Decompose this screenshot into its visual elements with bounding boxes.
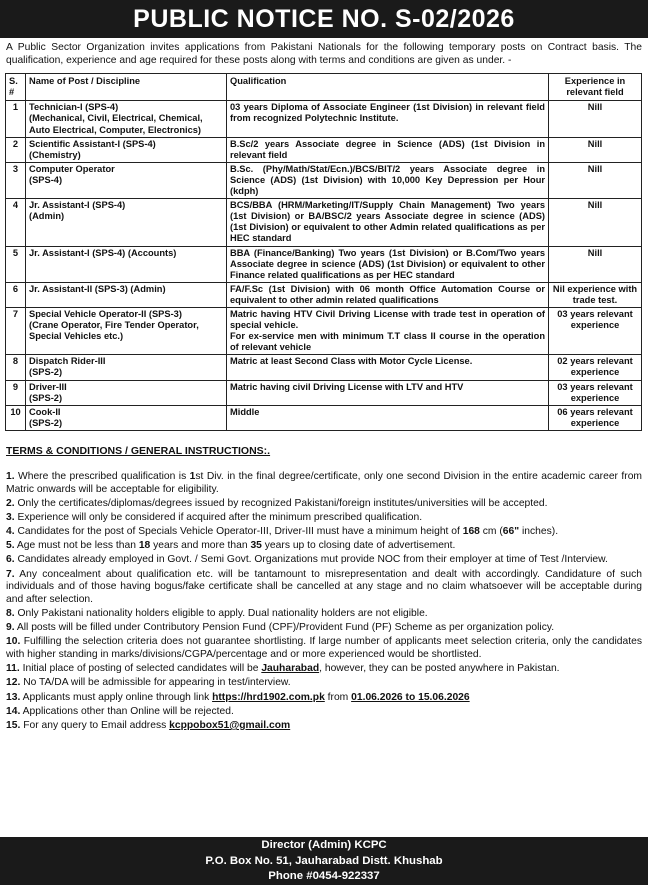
qualification-text-extra: For ex-service men with minimum T.T class II course in the operation of relevant vehicle <box>230 331 545 353</box>
terms-heading: TERMS & CONDITIONS / GENERAL INSTRUCTIONS:. <box>6 444 271 457</box>
term-item <box>6 692 642 705</box>
term-number: 8. <box>6 608 15 619</box>
term-number: 4. <box>6 526 15 538</box>
post-line: (Crane Operator, Fire Tender Operator, <box>29 320 199 331</box>
row-sno: 1 <box>6 101 26 137</box>
term-text: Initial place of posting of selected candidates will be <box>19 663 262 675</box>
row-post <box>26 380 227 405</box>
header-qualification: Qualification <box>227 74 549 101</box>
row-post <box>26 199 227 246</box>
term-number: 2. <box>6 497 15 509</box>
footer-phone: Phone #0454-922337 <box>268 870 380 882</box>
table-row <box>6 282 642 307</box>
term-text: Fulfilling the selection criteria does not guarantee shortlisting. If large number of applicants meet selection criteria, only the candidates with higher standing in marks/divisions/CGPA/percentage and or more experienced would be shortlisted. <box>6 636 642 660</box>
header-post: Name of Post / Discipline <box>26 74 227 101</box>
post-line: Special Vehicle Operator-II (SPS-3) <box>29 308 182 319</box>
term-item <box>6 512 642 525</box>
term-item <box>6 663 642 676</box>
term-number: 11. <box>6 663 20 675</box>
term-text: years up to closing date of advertisement. <box>261 540 456 552</box>
post-line: Cook-II <box>29 406 61 417</box>
table-row <box>6 101 642 137</box>
post-line: Special Vehicles etc.) <box>29 331 124 342</box>
row-qualification <box>227 162 549 198</box>
term-text: 1 <box>189 470 196 482</box>
row-sno: 4 <box>6 199 26 246</box>
term-text: Applications other than Online will be rejected. <box>20 705 234 717</box>
post-line: (SPS-2) <box>29 392 63 403</box>
term-number: 12. <box>6 677 21 689</box>
row-sno: 3 <box>6 162 26 198</box>
notice-title: PUBLIC NOTICE NO. S-02/2026 <box>0 0 648 38</box>
term-item <box>6 471 642 496</box>
post-line: (SPS-2) <box>29 417 63 428</box>
post-line: (SPS-4) <box>29 174 63 185</box>
term-item <box>6 622 642 635</box>
row-qualification <box>227 137 549 162</box>
row-sno: 2 <box>6 137 26 162</box>
term-text: No TA/DA will be admissible for appearing in test/interview. <box>20 677 291 689</box>
table-header-row <box>6 74 642 101</box>
qualification-text: Matric having civil Driving License with LTV and HTV <box>230 381 464 392</box>
row-experience: Nill <box>549 101 642 137</box>
post-line: (Mechanical, Civil, Electrical, Chemical, <box>29 113 203 124</box>
row-sno: 5 <box>6 246 26 282</box>
qualification-text: B.Sc/2 years Associate degree in Science (ADS) (1st Division in relevant field <box>230 138 545 160</box>
term-text: inches). <box>519 526 559 538</box>
term-text: 168 <box>462 526 480 538</box>
qualification-text: B.Sc. (Phy/Math/Stat/Ecn.)/BCS/BIT/2 years Associate degree in Science (ADS) (1st Division) with 10,000 Key Depression per Hour (kdph) <box>230 163 545 197</box>
term-number: 13. <box>6 691 21 703</box>
table-row <box>6 307 642 354</box>
term-item <box>6 540 642 553</box>
row-post <box>26 137 227 162</box>
term-highlight: 01.06.2026 to 15.06.2026 <box>351 691 470 703</box>
term-text: Age must not be less than <box>14 540 139 552</box>
row-sno: 7 <box>6 307 26 354</box>
term-text: 18 <box>138 540 151 552</box>
row-experience: Nil experience with trade test. <box>549 282 642 307</box>
term-item <box>6 498 642 511</box>
term-number: 1. <box>6 470 15 482</box>
footer-director: Director (Admin) KCPC <box>261 839 387 851</box>
terms-list <box>4 471 644 733</box>
term-number: 7. <box>6 568 15 580</box>
row-qualification <box>227 101 549 137</box>
post-line: Jr. Assistant-I (SPS-4) <box>29 200 126 211</box>
posts-table-body <box>6 101 642 431</box>
row-experience: Nill <box>549 199 642 246</box>
term-number: 6. <box>6 554 15 566</box>
row-experience: 06 years relevant experience <box>549 405 642 430</box>
term-text: 66" <box>502 526 520 538</box>
table-row <box>6 355 642 380</box>
row-post <box>26 282 227 307</box>
term-text: years and more than <box>150 540 251 552</box>
term-text: Any concealment about qualification etc. will be tantamount to misrepresentation and dealt with accordingly. Candidature of such individuals and of those having bogus/fake certificate shall be cancelled at any stage and no claim whatsoever will be acceptable during and after selection. <box>6 568 642 605</box>
table-row <box>6 246 642 282</box>
table-row <box>6 199 642 246</box>
table-row <box>6 405 642 430</box>
term-text: Applicants must apply online through link <box>20 691 213 703</box>
term-number: 9. <box>6 622 15 634</box>
term-item <box>6 636 642 661</box>
term-number: 15. <box>6 719 21 731</box>
row-sno: 6 <box>6 282 26 307</box>
row-experience: 02 years relevant experience <box>549 355 642 380</box>
row-post <box>26 307 227 354</box>
row-sno: 9 <box>6 380 26 405</box>
table-row <box>6 380 642 405</box>
term-item <box>6 608 642 621</box>
term-text: Candidates for the post of Specials Vehicle Operator-III, Driver-III must have a minimum height of <box>14 526 463 538</box>
qualification-text: Middle <box>230 406 260 417</box>
row-qualification <box>227 405 549 430</box>
term-item <box>6 706 642 719</box>
qualification-text: BBA (Finance/Banking) Two years (1st Division) or B.Com/Two years Associate degree in science (ADS) (1st Division) or equivalent to other Finance related qualifications as per HEC standard <box>230 247 545 280</box>
header-sno: S. # <box>6 74 26 101</box>
term-number: 14. <box>6 705 21 717</box>
table-row <box>6 137 642 162</box>
term-text: from <box>324 691 352 703</box>
post-line: Scientific Assistant-I (SPS-4) <box>29 138 156 149</box>
row-qualification <box>227 199 549 246</box>
term-item <box>6 554 642 567</box>
term-text: All posts will be filled under Contributory Pension Fund (CPF)/Provident Fund (PF) Scheme as per organization policy. <box>14 622 555 634</box>
term-highlight: kcppobox51@gmail.com <box>169 719 291 731</box>
term-text: Only the certificates/diplomas/degrees issued by recognized Pakistani/foreign institutes/universities will be accepted. <box>14 497 548 509</box>
post-line: (Admin) <box>29 211 65 222</box>
row-qualification <box>227 380 549 405</box>
term-number: 5. <box>6 540 15 552</box>
post-line: Auto Electrical, Computer, Electronics) <box>29 124 202 135</box>
row-post <box>26 355 227 380</box>
term-highlight: Jauharabad <box>261 663 320 675</box>
row-experience: 03 years relevant experience <box>549 307 642 354</box>
post-line: (Chemistry) <box>29 149 81 160</box>
term-text: Candidates already employed in Govt. / Semi Govt. Organizations mut provide NOC from their employer at time of Test /Interview. <box>14 554 608 566</box>
term-item <box>6 720 642 733</box>
post-line: Jr. Assistant-I (SPS-4) (Accounts) <box>29 247 177 258</box>
row-qualification <box>227 246 549 282</box>
post-line: Driver-III <box>29 381 67 392</box>
qualification-text: FA/F.Sc (1st Division) with 06 month Office Automation Course or equivalent to other admin related qualifications <box>230 283 545 305</box>
term-text: Experience will only be considered if acquired after the minimum prescribed qualification. <box>14 511 423 523</box>
header-experience: Experience in relevant field <box>549 74 642 101</box>
row-qualification <box>227 307 549 354</box>
footer-address: P.O. Box No. 51, Jauharabad Distt. Khushab <box>205 854 443 867</box>
qualification-text: Matric having HTV Civil Driving License with trade test in operation of special vehicle. <box>230 308 545 331</box>
row-post <box>26 246 227 282</box>
row-experience: Nill <box>549 246 642 282</box>
term-number: 10. <box>6 636 21 648</box>
intro-paragraph: A Public Sector Organization invites applications from Pakistani Nationals for the following temporary posts on Contract basis. The qualification, experience and age required for these posts along with terms and conditions are given as under. - <box>6 42 642 66</box>
row-experience: 03 years relevant experience <box>549 380 642 405</box>
term-text: 35 <box>250 540 262 552</box>
post-line: Jr. Assistant-II (SPS-3) (Admin) <box>29 283 166 294</box>
row-sno: 8 <box>6 355 26 380</box>
term-text: , however, they can be posted anywhere in Pakistan. <box>319 663 560 675</box>
qualification-text: Matric at least Second Class with Motor Cycle License. <box>230 356 473 367</box>
row-post <box>26 101 227 137</box>
row-post <box>26 162 227 198</box>
term-number: 3. <box>6 511 15 523</box>
row-qualification <box>227 355 549 380</box>
table-row <box>6 162 642 198</box>
post-line: Computer Operator <box>29 163 115 174</box>
row-qualification <box>227 282 549 307</box>
post-line: Technician-I (SPS-4) <box>29 102 119 113</box>
term-item <box>6 526 642 539</box>
term-text: cm ( <box>479 526 503 538</box>
qualification-text: BCS/BBA (HRM/Marketing/IT/Supply Chain Management) Two years (1st Division) or BA/BSC/2 years Associate degree in science (ADS) (1st Division) or equivalent to other Admin related qualifications as per HEC standard <box>230 200 545 244</box>
contact-footer <box>0 837 648 885</box>
row-sno: 10 <box>6 405 26 430</box>
post-line: (SPS-2) <box>29 367 63 378</box>
term-item <box>6 569 642 607</box>
post-line: Dispatch Rider-III <box>29 356 106 367</box>
row-experience: Nill <box>549 137 642 162</box>
term-text: st Div. in the final degree/certificate, only one second Division in the entire academic career from Matric onwards will be acceptable for eligibility. <box>6 470 642 495</box>
term-text: Where the prescribed qualification is <box>14 470 190 482</box>
row-experience: Nill <box>549 162 642 198</box>
term-text: For any query to Email address <box>20 719 170 731</box>
term-text: Only Pakistani nationality holders eligible to apply. Dual nationality holders are not eligible. <box>14 608 428 619</box>
qualification-text: 03 years Diploma of Associate Engineer (1st Division) in relevant field from recognized Polytechnic Institute. <box>230 102 545 124</box>
posts-table <box>5 73 642 431</box>
term-item <box>6 677 642 690</box>
term-highlight: https://hrd1902.com.pk <box>212 691 325 703</box>
row-post <box>26 405 227 430</box>
